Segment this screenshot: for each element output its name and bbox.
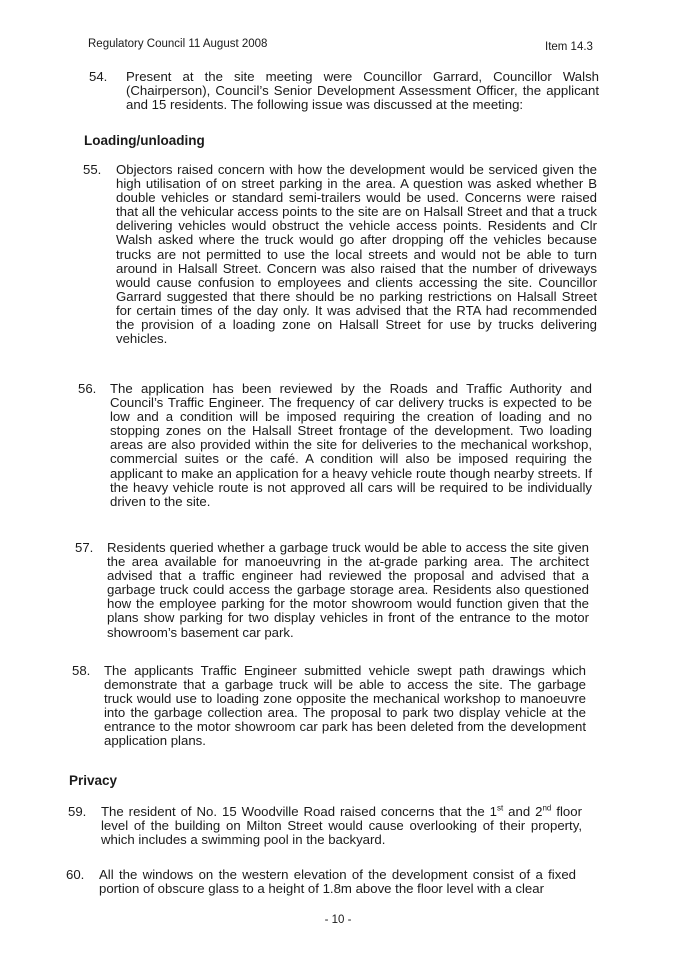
- paragraph-54: [89, 70, 599, 112]
- paragraph-number: 55.: [83, 162, 102, 177]
- paragraph-55: [83, 163, 597, 346]
- paragraph-number: 59.: [68, 804, 87, 819]
- paragraph-number: 57.: [75, 540, 94, 555]
- paragraph-56: [78, 382, 592, 509]
- paragraph-text: The application has been reviewed by the Roads and Traffic Authority and Council’s Traffic Engineer. The frequency of car delivery trucks is expected to be low and a condition will be imposed requiring the creation of loading and no stopping zones on the Halsall Street frontage of the development. Two loading areas are also provided within the site for deliveries to the mechanical workshop, commercial suites or the café. A condition will also be imposed requiring the applicant to make an application for a heavy vehicle route though nearby streets. If the heavy vehicle route is not approved all cars will be required to be individually driven to the site.: [110, 381, 592, 509]
- paragraph-57: [75, 541, 589, 640]
- paragraph-text: Residents queried whether a garbage truck would be able to access the site given the area available for manoeuvring in the at-grade parking area. The architect advised that a traffic engineer had reviewed the proposal and advised that a garbage truck could access the garbage storage area. Residents also questioned how the employee parking for the motor showroom would function given that the plans show parking for two display vehicles in front of the entrance to the motor showroom’s basement car park.: [107, 540, 589, 640]
- paragraph-text: Objectors raised concern with how the development would be serviced given the high utilisation of on street parking in the area. A question was asked whether B double vehicles or standard semi-trailers would be used. Concerns were raised that all the vehicular access points to the site are on Halsall Street and that a truck delivering vehicles would obstruct the vehicle access points. Residents and Clr Walsh asked where the truck would go after dropping off the vehicles because trucks are not permitted to use the local streets and would not be able to turn around in Halsall Street. Concern was also raised that the number of driveways would cause confusion to employees and clients accessing the site. Councillor Garrard suggested that there should be no parking restrictions on Halsall Street for certain times of the day only. It was advised that the RTA had recommended the provision of a loading zone on Halsall Street for use by trucks delivering vehicles.: [116, 162, 597, 347]
- paragraph-59: [68, 805, 582, 847]
- paragraph-text: The resident of No. 15 Woodville Road raised concerns that the 1st and 2nd floor level of the building on Milton Street would cause overlooking of their property, which includes a swimming pool in the backyard.: [101, 803, 582, 848]
- paragraph-60: [66, 868, 576, 896]
- paragraph-text: All the windows on the western elevation of the development consist of a fixed portion of obscure glass to a height of 1.8m above the floor level with a clear: [99, 867, 576, 897]
- section-heading-loading: Loading/unloading: [84, 133, 205, 148]
- paragraph-58: [72, 664, 586, 749]
- header-meeting-title: Regulatory Council 11 August 2008: [88, 38, 268, 50]
- header-item-number: Item 14.3: [545, 41, 593, 53]
- paragraph-text: The applicants Traffic Engineer submitted vehicle swept path drawings which demonstrate that a garbage truck will be able to access the site. The garbage truck would use to loading zone opposite the mechanical workshop to manoeuvre into the garbage collection area. The proposal to park two display vehicle at the entrance to the motor showroom car park has been deleted from the development application plans.: [104, 663, 586, 749]
- paragraph-number: 60.: [66, 867, 85, 882]
- paragraph-number: 54.: [89, 69, 108, 84]
- paragraph-text: Present at the site meeting were Councillor Garrard, Councillor Walsh (Chairperson), Council’s Senior Development Assessment Officer, the applicant and 15 residents. The following issue was discussed at the meeting:: [126, 69, 599, 113]
- paragraph-number: 56.: [78, 381, 97, 396]
- section-heading-privacy: Privacy: [69, 773, 118, 788]
- paragraph-number: 58.: [72, 663, 91, 678]
- page-number: - 10 -: [324, 914, 352, 926]
